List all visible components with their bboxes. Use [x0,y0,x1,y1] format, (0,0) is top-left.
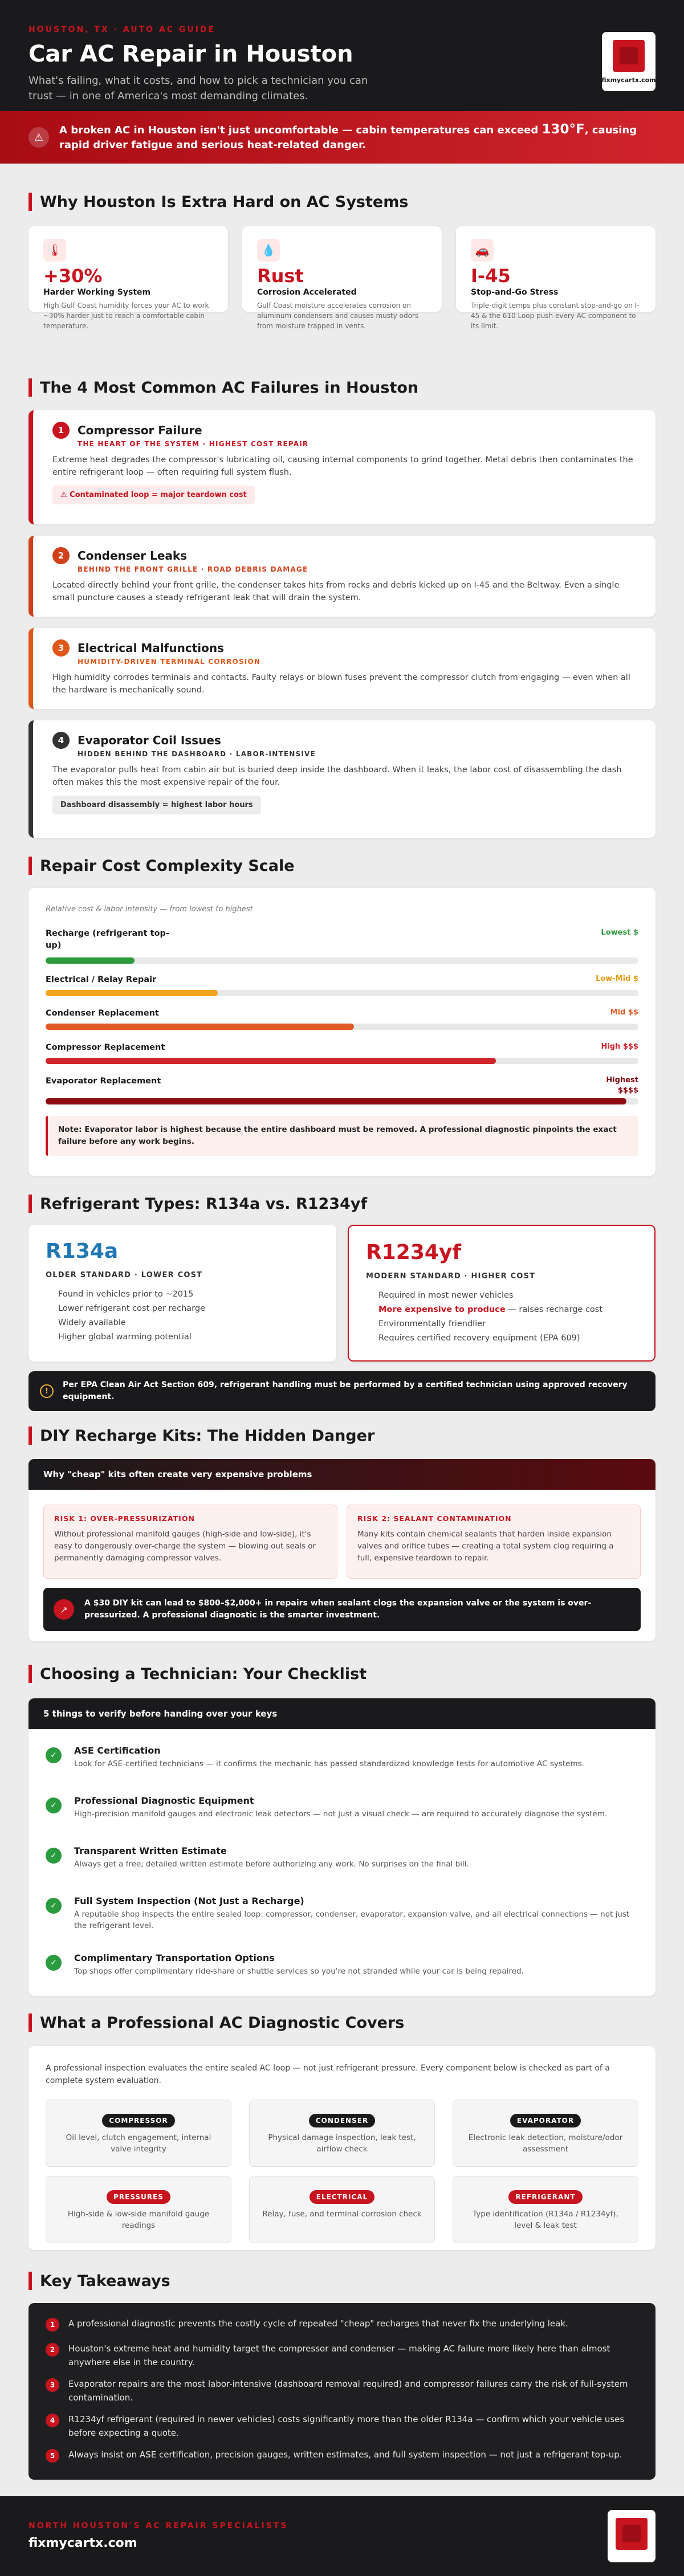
failure-title: Condenser Leaks [78,549,188,563]
cost-bar-track [46,1098,638,1104]
checklist-description: Top shops offer complimentary ride-share or shuttle services so you're not stranded while your car is being repaired. [74,1967,524,1976]
stat-label: Harder Working System [43,288,151,297]
warning-icon: ⚠ [28,127,49,148]
takeaway-item [46,2377,638,2404]
header-eyebrow: HOUSTON, TX · AUTO AC GUIDE [28,25,216,34]
stat-value: Rust [257,265,304,287]
logo-text: fixmycartx.com [601,76,656,84]
trend-up-icon: ↗ [54,1599,74,1620]
stat-value: +30% [43,265,103,287]
list-item: Environmentally friendlier [378,1319,486,1328]
diagnostic-cell [453,2100,638,2167]
diagnostic-text: High-side & low-side manifold gauge readings [67,2210,210,2230]
section-title: Why Houston Is Extra Hard on AC Systems [28,192,656,211]
failure-number: 3 [52,639,70,657]
refrigerant-section [28,1194,656,1413]
checklist-item [28,1896,656,1931]
takeaway-item [46,2317,638,2330]
diagnostic-text: Relay, fuse, and terminal corrosion check [262,2210,422,2219]
cost-bar-fill [46,1024,354,1030]
takeaway-item [46,2342,638,2369]
alert-text-part: A broken AC in Houston isn't just uncomfortable — cabin temperatures can exceed [59,124,542,136]
r1234yf-card [348,1225,656,1362]
failure-subtitle: THE HEART OF THE SYSTEM · HIGHEST COST REPAIR [78,440,309,448]
section-title: Choosing a Technician: Your Checklist [28,1664,656,1684]
cost-row [46,1042,638,1070]
cost-bar-fill [46,957,135,964]
list-item: Lower refrigerant cost per recharge [58,1304,205,1313]
page-footer [0,2496,684,2576]
cost-label: Condenser Replacement [46,1009,159,1018]
failure-description: High humidity corrodes terminals and contacts. Faulty relays or blown fuses prevent the compressor clutch from engaging — even when all the hardware is mechanically sound. [52,673,630,695]
refrigerant-name: R1234yf [366,1241,462,1264]
failure-title: Evaporator Coil Issues [78,733,221,747]
diagnostic-cell [453,2176,638,2243]
diy-section [28,1426,656,1642]
diagnostic-intro: A professional inspection evaluates the entire sealed AC loop — not just refrigerant pressure. Every component below is checked as part of a complete system evaluation. [46,2064,610,2085]
stat-description: Triple-digit temps plus constant stop-and-go on I-45 & the 610 Loop push every AC component to its limit. [471,301,640,330]
diagnostic-pill: REFRIGERANT [508,2190,582,2204]
failure-number: 1 [52,422,70,439]
checklist-title: ASE Certification [74,1745,161,1756]
cost-caption: Relative cost & labor intensity — from lowest to highest [46,905,253,914]
cost-label: Evaporator Replacement [46,1077,161,1086]
refrigerant-list [46,1287,319,1344]
cost-row [46,1075,638,1110]
refrigerant-name: R134a [46,1240,119,1263]
takeaway-number: 2 [46,2343,59,2357]
checklist-item [28,1795,656,1820]
list-item: Higher global warming potential [58,1332,192,1342]
diagnostic-cell [249,2176,435,2243]
checklist-card [28,1698,656,1996]
risk-description: Without professional manifold gauges (high-side and low-side), it's easy to dangerously over-charge the system — blowing out seals or permanently damaging compressor valves. [54,1530,316,1563]
failure-title: Compressor Failure [78,423,202,437]
takeaway-text: Always insist on ASE certification, precision gauges, written estimates, and full system inspection — not just a refrigerant top-up. [68,2449,622,2460]
cost-row [46,928,638,968]
heat-alert-banner [0,111,684,164]
diagnostic-text: Electronic leak detection, moisture/odor assessment [468,2133,623,2154]
refrigerant-subtitle: MODERN STANDARD · HIGHER COST [366,1272,536,1281]
diagnostic-pill: CONDENSER [309,2114,375,2127]
risk-title: RISK 1: OVER-PRESSURIZATION [54,1514,195,1523]
takeaway-number: 3 [46,2378,59,2392]
section-title: Key Takeaways [28,2271,656,2290]
failure-description: Located directly behind your front grille, the condenser takes hits from rocks and debris kicked up on I-45 and the Beltway. Even a single small puncture causes a steady refrigerant leak that will drain the system. [52,581,620,602]
checklist-item [28,1953,656,1977]
failure-description: Extreme heat degrades the compressor's lubricating oil, causing internal components to grind together. Metal debris then contaminates the entire refrigerant loop — often requiring full system flush. [52,455,633,477]
checklist-title: Professional Diagnostic Equipment [74,1795,254,1806]
cost-level: Low-Mid $ [596,975,638,983]
stat-card [28,226,228,330]
logo-mark-icon [616,2518,648,2550]
cost-scale-card [28,888,656,1176]
diagnostic-pill: COMPRESSOR [102,2114,174,2127]
check-icon: ✓ [46,1798,62,1813]
section-title: The 4 Most Common AC Failures in Houston [28,378,656,397]
takeaway-item [46,2448,638,2461]
cost-bar-track [46,1058,638,1064]
failure-number: 2 [52,547,70,564]
checklist-description: A reputable shop inspects the entire sealed loop: compressor, condenser, evaporator, expansion valve, and all electrical connections — not just the refrigerant level. [74,1910,630,1930]
cost-level: Mid $$ [610,1008,638,1017]
footer-eyebrow: NORTH HOUSTON'S AC REPAIR SPECIALISTS [28,2521,288,2530]
cost-level: Lowest $ [601,928,638,937]
alert-text-part: , causing rapid driver fatigue and serious heat-related danger. [59,124,637,151]
cost-row [46,974,638,1002]
page-header [0,0,684,111]
cost-label: Compressor Replacement [46,1043,165,1052]
r134a-card [28,1225,336,1362]
risk-title: RISK 2: SEALANT CONTAMINATION [357,1514,512,1523]
diagnostic-cell [46,2176,231,2243]
takeaway-text: Evaporator repairs are the most labor-intensive (dashboard removal required) and compressor failures carry the risk of full-system contamination. [68,2379,628,2403]
cost-section [28,856,656,1178]
cost-bar-fill [46,1098,626,1104]
takeaway-number: 5 [46,2449,59,2463]
diy-bar: Why "cheap" kits often create very expensive problems [28,1459,656,1490]
check-icon: ✓ [46,1898,62,1914]
check-icon: ✓ [46,1955,62,1971]
cost-note: Note: Evaporator labor is highest because the entire dashboard must be removed. A professional diagnostic pinpoints the exact failure before any work begins. [46,1116,638,1156]
diy-card [28,1459,656,1641]
diy-warning-text: A $30 DIY kit can lead to $800–$2,000+ in repairs when sealant clogs the expansion valve or the system is over-pressurized. A professional diagnostic is the smarter investment. [84,1599,592,1620]
stat-card [456,226,656,330]
takeaways-section [28,2271,656,2482]
failure-card [28,536,656,617]
alert-text [59,122,641,153]
checklist-section [28,1664,656,2000]
checklist-title: Complimentary Transportation Options [74,1953,275,1963]
diagnostic-text: Physical damage inspection, leak test, airflow check [268,2133,416,2154]
failure-card [28,628,656,709]
logo-mark-icon [613,40,645,72]
footer-logo[interactable] [608,2510,656,2562]
section-title: What a Professional AC Diagnostic Covers [28,2013,656,2032]
section-title: Refrigerant Types: R134a vs. R1234yf [28,1194,656,1213]
diagnostic-text: Type identification (R134a / R1234yf), level & leak test [473,2210,618,2230]
cost-level: High $$$ [601,1042,638,1051]
cost-level: Highest $$$$ [606,1076,638,1095]
cost-label: Electrical / Relay Repair [46,975,157,984]
takeaway-text: R1234yf refrigerant (required in newer vehicles) costs significantly more than the older R134a — confirm which your vehicle uses before expecting a quote. [68,2414,625,2438]
checklist-bar: 5 things to verify before handing over your keys [28,1698,656,1729]
cost-label: Recharge (refrigerant top-up) [46,929,169,950]
list-item [366,1303,637,1317]
takeaways-card [28,2303,656,2480]
risk-card [347,1505,641,1579]
failure-subtitle: HIDDEN BEHIND THE DASHBOARD · LABOR-INTENSIVE [78,750,316,758]
failure-subtitle: BEHIND THE FRONT GRILLE · ROAD DEBRIS DAMAGE [78,565,308,573]
droplet-icon: 💧 [257,239,280,262]
checklist-title: Transparent Written Estimate [74,1845,227,1856]
list-item-emphasis: More expensive to produce [378,1305,506,1314]
list-item-rest: — raises recharge cost [505,1305,603,1314]
stat-card [242,226,442,330]
diagnostic-text: Oil level, clutch engagement, internal valve integrity [66,2133,211,2154]
checklist-description: High-precision manifold gauges and electronic leak detectors — not just a visual check — are required to accurately diagnose the system. [74,1809,608,1819]
car-icon: 🚗 [471,239,494,262]
risk-card [43,1505,337,1579]
checklist-description: Look for ASE-certified technicians — it confirms the mechanic has passed standardized knowledge tests for automotive AC systems. [74,1759,584,1768]
failures-section [28,378,656,851]
diagnostic-card [28,2046,656,2250]
epa-banner [28,1371,656,1411]
diy-warning [43,1588,641,1631]
diagnostic-section [28,2013,656,2252]
failure-description: The evaporator pulls heat from cabin air but is buried deep inside the dashboard. When it leaks, the labor cost of disassembling the dash often makes this the most expensive repair of the four. [52,765,622,787]
brand-logo[interactable] [602,32,656,91]
page-title: Car AC Repair in Houston [28,41,353,67]
checklist-description: Always get a free, detailed written estimate before authorizing any work. No surprises on the final bill. [74,1860,469,1869]
footer-site-link[interactable]: fixmycartx.com [28,2536,137,2550]
diagnostic-pill: PRESSURES [107,2190,170,2204]
takeaway-number: 4 [46,2414,59,2427]
failure-title: Electrical Malfunctions [78,641,224,655]
list-item: Found in vehicles prior to ~2015 [58,1290,194,1299]
stat-label: Corrosion Accelerated [257,288,357,297]
diagnostic-pill: EVAPORATOR [510,2114,581,2127]
takeaway-item [46,2412,638,2440]
failure-note: Dashboard disassembly = highest labor hours [52,796,261,814]
stat-value: I-45 [471,265,511,287]
info-icon: ! [40,1384,54,1398]
list-item: Widely available [58,1318,126,1327]
houston-section [28,192,656,330]
cost-row [46,1008,638,1036]
takeaway-text: A professional diagnostic prevents the costly cycle of repeated "cheap" recharges that never fix the underlying leak. [68,2318,568,2329]
takeaway-text: Houston's extreme heat and humidity target the compressor and condenser — making AC failure more likely here than almost anywhere else in the country. [68,2343,610,2367]
diagnostic-cell [46,2100,231,2167]
cost-bar-track [46,957,638,964]
thermometer-icon: 🌡 [43,239,66,262]
cost-bar-track [46,1024,638,1030]
epa-text: Per EPA Clean Air Act Section 609, refrigerant handling must be performed by a certified technician using approved recovery equipment. [63,1380,628,1401]
diagnostic-pill: ELECTRICAL [310,2190,374,2204]
takeaway-number: 1 [46,2318,59,2332]
refrigerant-list [366,1289,637,1346]
alert-highlight: 130°F [542,122,585,137]
cost-bar-fill [46,990,218,996]
check-icon: ✓ [46,1747,62,1763]
cost-bar-track [46,990,638,996]
stat-description: High Gulf Coast humidity forces your AC to work ~30% harder just to reach a comfortable cabin temperature. [43,301,209,330]
stat-label: Stop-and-Go Stress [471,288,559,297]
failure-card [28,410,656,524]
failure-subtitle: HUMIDITY-DRIVEN TERMINAL CORROSION [78,658,261,666]
failure-note: ⚠ Contaminated loop = major teardown cost [52,486,255,504]
page-subtitle: What's failing, what it costs, and how to pick a technician you can trust — in one of America's most demanding climates. [28,75,368,102]
list-item: Required in most newer vehicles [378,1291,514,1300]
stat-description: Gulf Coast moisture accelerates corrosion on aluminum condensers and causes musty odors from moisture trapped in vents. [257,301,419,330]
checklist-item [28,1845,656,1870]
list-item: Requires certified recovery equipment (EPA 609) [378,1334,580,1343]
cost-bar-fill [46,1058,496,1064]
checklist-title: Full System Inspection (Not Just a Recharge) [74,1896,304,1906]
section-title: DIY Recharge Kits: The Hidden Danger [28,1426,656,1445]
checklist-item [28,1745,656,1770]
check-icon: ✓ [46,1848,62,1864]
refrigerant-subtitle: OLDER STANDARD · LOWER COST [46,1271,203,1279]
failure-card [28,720,656,838]
risk-description: Many kits contain chemical sealants that harden inside expansion valves and orifice tubes — creating a total system clog requiring a full, expensive teardown to repair. [357,1530,614,1563]
diagnostic-cell [249,2100,435,2167]
section-title: Repair Cost Complexity Scale [28,856,656,875]
failure-number: 4 [52,732,70,749]
